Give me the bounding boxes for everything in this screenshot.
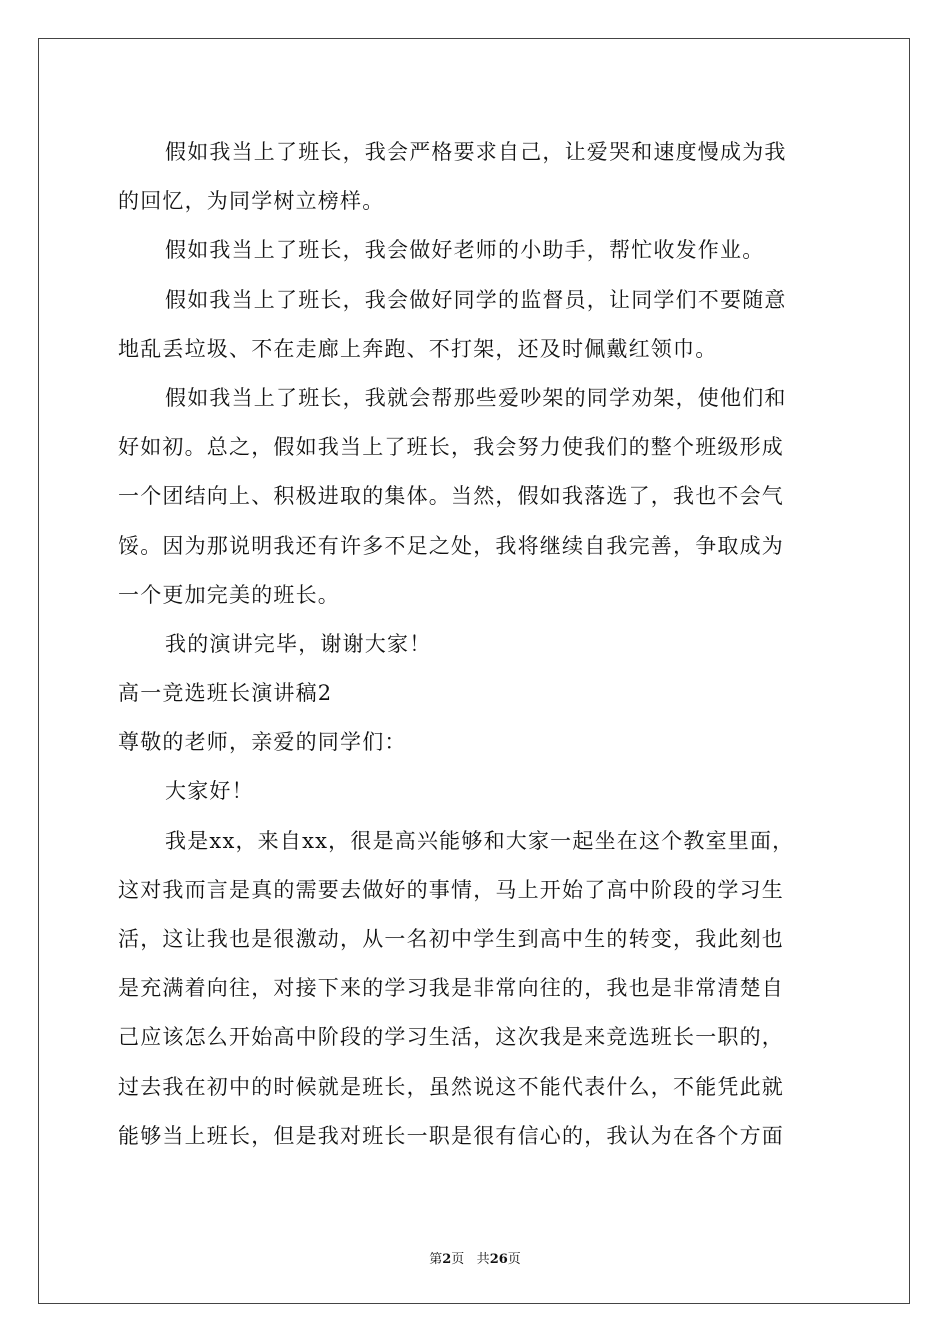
text-line: 假如我当上了班长，我会严格要求自己，让爱哭和速度慢成为我 (165, 140, 787, 164)
footer-total-prefix: 共 (476, 1252, 490, 1267)
footer-page-suffix: 页 (451, 1252, 465, 1267)
text-line: 能够当上班长，但是我对班长一职是很有信心的，我认为在各个方面 (118, 1123, 784, 1148)
text-line: 己应该怎么开始高中阶段的学习生活，这次我是来竞选班长一职的， (118, 1025, 784, 1050)
text-line: 地乱丢垃圾、不在走廊上奔跑、不打架，还及时佩戴红领巾。 (118, 336, 718, 361)
text-line: 尊敬的老师，亲爱的同学们： (118, 730, 407, 755)
text-line: 过去我在初中的时候就是班长，虽然说这不能代表什么，不能凭此就 (118, 1074, 784, 1099)
footer-page-prefix: 第 (429, 1252, 443, 1267)
text-line: 大家好！ (165, 779, 254, 804)
text-line: 好如初。总之，假如我当上了班长，我会努力使我们的整个班级形成 (118, 435, 784, 460)
text-line: 活，这让我也是很激动，从一名初中学生到高中生的转变，我此刻也 (118, 927, 784, 951)
text-line: 我是xx，来自xx，很是高兴能够和大家一起坐在这个教室里面， (165, 828, 795, 853)
text-line: 假如我当上了班长，我会做好同学的监督员，让同学们不要随意 (165, 287, 787, 312)
document-body (118, 128, 836, 1161)
text-line: 这对我而言是真的需要去做好的事情，马上开始了高中阶段的学习生 (118, 877, 784, 902)
text-line: 一个更加完美的班长。 (118, 582, 340, 607)
text-line: 假如我当上了班长，我就会帮那些爱吵架的同学劝架，使他们和 (165, 385, 787, 410)
text-line: 是充满着向往，对接下来的学习我是非常向往的，我也是非常清楚自 (118, 976, 784, 1001)
text-line: 馁。因为那说明我还有许多不足之处，我将继续自我完善，争取成为 (118, 533, 784, 558)
footer-page-number: 2 (442, 1252, 452, 1267)
text-line: 假如我当上了班长，我会做好老师的小助手，帮忙收发作业。 (165, 238, 765, 263)
text-line: 的回忆，为同学树立榜样。 (118, 189, 385, 214)
text-line: 我的演讲完毕，谢谢大家！ (165, 631, 432, 656)
text-line: 高一竞选班长演讲稿2 (118, 681, 333, 706)
text-line: 一个团结向上、积极进取的集体。当然，假如我落选了，我也不会气 (118, 484, 784, 509)
page-footer (0, 1248, 950, 1267)
footer-total-suffix: 页 (507, 1252, 521, 1267)
footer-total-pages: 26 (489, 1252, 508, 1267)
